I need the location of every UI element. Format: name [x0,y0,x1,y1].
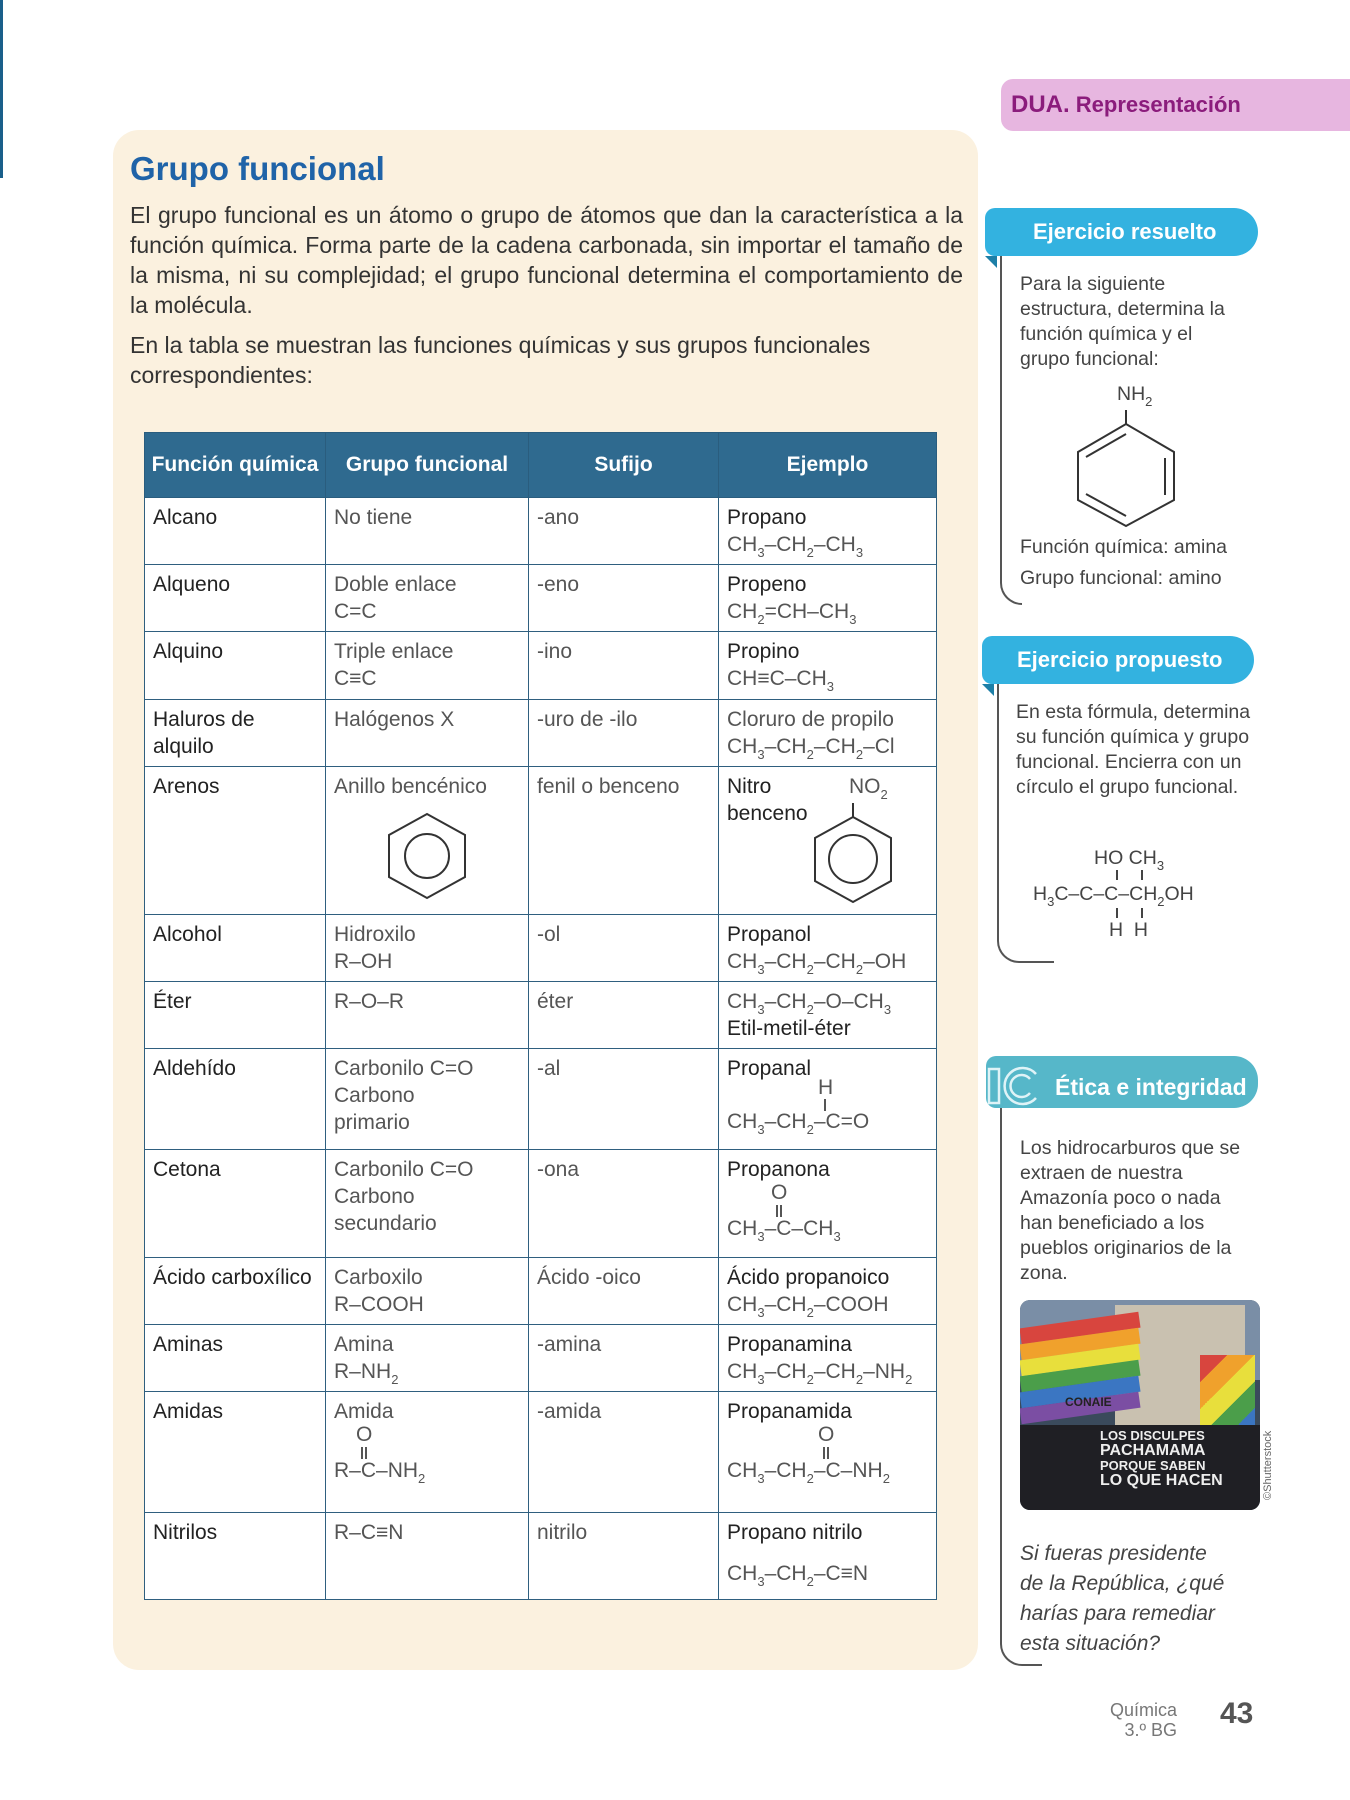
group-line: Hidroxilo [334,923,416,946]
example-formula: $CH_3-CH_2-O-CH_3$ [727,990,892,1017]
photo-sign-conaie: CONAIE [1065,1395,1112,1409]
function-cell: Alquino [145,632,326,700]
group-line: Carbono [334,1185,415,1208]
table-row [145,565,937,632]
photo-banner-text: LOS DISCULPES PACHAMAMA PORQUE SABEN LO QUE HACEN [1100,1428,1223,1489]
group-line: R–COOH [334,1293,424,1316]
example-name: Propeno [727,573,807,596]
example-name: Propino [727,640,800,663]
header-example: Ejemplo [719,433,937,498]
function-cell: Nitrilos [145,1513,326,1600]
table-row [145,632,937,700]
group-line: Amida [334,1400,394,1423]
example-name: Propanona [727,1158,830,1181]
function-cell: Aminas [145,1325,326,1392]
group-structure: O $R-C-NH_2$ [334,1423,426,1486]
group-line: R–OH [334,950,393,973]
example-formula: $CH_3-CH_2-CH_2-NH_2$ [727,1360,913,1387]
example-formula: $CH_3-CH_2-CH_2-OH$ [727,950,907,977]
example-cell [719,498,937,565]
header-suffix: Sufijo [529,433,719,498]
group-line: Carbonilo C=O [334,1158,474,1181]
function-cell: Ácido carboxílico [145,1258,326,1325]
table-row [145,1049,937,1150]
page-number: 43 [1220,1697,1254,1730]
example-name: Cloruro de propilo [727,708,894,731]
example-formula: $CH_3-CH_2$–COOH [727,1293,889,1320]
group-line: C≡C [334,667,377,690]
solved-tab: Ejercicio resuelto [985,208,1258,256]
integrity-ic-icon [986,1066,1046,1106]
example-structure: O $CH_3-CH_2-C-NH_2$ [727,1423,890,1486]
group-cell [326,1258,529,1325]
example-cell [719,700,937,767]
group-cell [326,1325,529,1392]
suffix-cell: -amida [529,1392,719,1513]
example-formula: $CH\equiv C-CH_3$ [727,667,834,694]
example-formula: $CH_3-CH_2-CH_2-Cl$ [727,735,895,762]
group-line: Triple enlace [334,640,454,663]
suffix-cell: -ino [529,632,719,700]
amine-nh2-label: $NH_2$ [1117,383,1153,409]
solved-answer-group: Grupo funcional: amino [1020,567,1222,589]
example-cell [719,982,937,1049]
function-cell: Éter [145,982,326,1049]
group-cell [326,1392,529,1513]
footer-subject: Química 3.º BG [1110,1700,1178,1740]
example-cell [719,1150,937,1258]
group-cell [326,1049,529,1150]
function-cell: Alcohol [145,915,326,982]
header-function: Función química [145,433,326,498]
table-row [145,700,937,767]
dua-title: DUA. Representación [1011,91,1241,118]
proposed-tab: Ejercicio propuesto [982,636,1254,684]
header-group: Grupo funcional [326,433,529,498]
function-cell: Alqueno [145,565,326,632]
example-cell [719,632,937,700]
table-row [145,1513,937,1600]
group-cell [326,1150,529,1258]
example-cell [719,1392,937,1513]
section-title: Grupo funcional [130,150,385,187]
example-name: Etil-metil-éter [727,1017,851,1040]
table-row [145,1392,937,1513]
function-cell: Amidas [145,1392,326,1513]
group-cell: No tiene [326,498,529,565]
group-line: Carbonilo C=O [334,1057,474,1080]
example-name: Propano nitrilo [727,1521,863,1544]
group-line: secundario [334,1212,437,1235]
function-cell: Arenos [145,767,326,915]
solved-answer-function: Función química: amina [1020,536,1228,558]
function-cell: Haluros de alquilo [145,700,326,767]
table-row [145,1150,937,1258]
suffix-cell: -ona [529,1150,719,1258]
ethics-text: Los hidrocarburos que se extraen de nuestra Amazonía poco o nada han beneficiado a los pueblos originarios de la zona. [1020,1137,1241,1284]
example-name: Propano [727,506,807,529]
table-row [145,915,937,982]
example-name: Propanol [727,923,812,946]
table-header-row [145,433,937,498]
group-cell: R–C≡N [326,1513,529,1600]
nitro-label: $NO_2$ [849,775,888,802]
benzene-ring-icon [381,810,473,902]
example-name: Propanamida [727,1400,852,1423]
suffix-cell: -uro de -ilo [529,700,719,767]
group-line: Doble enlace [334,573,457,596]
group-cell: R–O–R [326,982,529,1049]
suffix-cell: -eno [529,565,719,632]
suffix-cell: fenil o benceno [529,767,719,915]
example-name: Nitro benceno [727,775,808,825]
example-structure: O $CH_3-C-CH_3$ [727,1181,841,1244]
ethics-tab-label: Ética e integridad [1055,1074,1247,1100]
table-row [145,498,937,565]
example-structure: H $CH_3-CH_2-C=O$ [727,1076,870,1137]
function-cell: Alcano [145,498,326,565]
group-line: Anillo bencénico [334,775,487,798]
aniline-ring-icon [1070,410,1182,528]
suffix-cell: Ácido -oico [529,1258,719,1325]
table-row [145,1325,937,1392]
protest-photo [1020,1300,1260,1510]
photo-credit: ©Shutterstock [1262,1430,1274,1500]
table-row [145,982,937,1049]
intro-paragraph: El grupo funcional es un átomo o grupo de átomos que dan la característica a la función química. Forma parte de la cadena carbonada, sin importar el tamaño de la misma, ni su complejidad; el grupo funcional determina el comportamiento de la molécula. [130,202,963,318]
group-cell [326,767,529,915]
suffix-cell: nitrilo [529,1513,719,1600]
example-cell [719,565,937,632]
table-row [145,1258,937,1325]
function-cell: Aldehído [145,1049,326,1150]
example-cell [719,1049,937,1150]
group-line: Carboxilo [334,1266,423,1289]
group-line: primario [334,1111,410,1134]
example-formula: $CH_2=CH-CH_3$ [727,600,857,627]
group-cell [326,632,529,700]
group-formula: $R-NH_2$ [334,1360,399,1387]
function-cell: Cetona [145,1150,326,1258]
example-cell [719,1325,937,1392]
example-name: Propanal [727,1057,812,1080]
example-formula: $CH_3-CH_2-C\equiv N$ [727,1562,869,1589]
example-formula: $CH_3-CH_2-CH_3$ [727,533,864,560]
example-cell [719,1513,937,1600]
example-name: Ácido propanoico [727,1266,890,1289]
example-cell [719,915,937,982]
page-edge-bar [0,0,3,178]
table-row [145,767,937,915]
solved-box-border [1000,235,1022,605]
table-intro-paragraph: En la tabla se muestran las funciones químicas y sus grupos funcionales correspondientes: [130,332,871,388]
solved-text: Para la siguiente estructura, determina la función química y el grupo funcional: [1020,273,1225,370]
group-line: C=C [334,600,377,623]
example-name: Propanamina [727,1333,852,1356]
group-line: Amina [334,1333,394,1356]
suffix-cell: -ano [529,498,719,565]
group-cell [326,565,529,632]
group-cell [326,915,529,982]
proposed-text: En esta fórmula, determina su función química y grupo funcional. Encierra con un círculo el grupo funcional. [1016,701,1251,798]
functional-groups-table [144,432,937,1600]
suffix-cell: -amina [529,1325,719,1392]
group-line: Carbono [334,1084,415,1107]
suffix-cell: éter [529,982,719,1049]
suffix-cell: -al [529,1049,719,1150]
example-cell [719,767,937,915]
proposed-structure: HO $CH_3$ $H_3C-C-C-CH_2OH$ H H [1033,847,1194,941]
example-cell [719,1258,937,1325]
ethics-question: Si fueras presidente de la República, ¿qué harías para remediar esta situación? [1020,1542,1225,1655]
group-cell: Halógenos X [326,700,529,767]
suffix-cell: -ol [529,915,719,982]
nitrobenzene-ring-icon [807,803,899,907]
